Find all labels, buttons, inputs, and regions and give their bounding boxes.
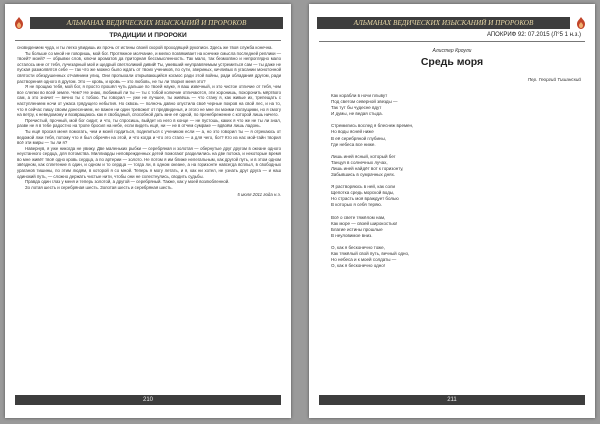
poem-line: Забывшись в сумрачных днях. (331, 172, 396, 178)
poem-line: Лишь иней ясный, который бег (331, 153, 396, 159)
issue-info: АПОКРИФ 92: 07.2015 (Л°5 1 н.з.) (486, 32, 581, 38)
paragraph: Правда один глаз у меня и теперь золотой, а другой — серебряный. Также, как у моей возлюбленной. (25, 179, 230, 185)
poem-line: О, как я бесконечно одно! (331, 263, 385, 269)
poem-line: Всё о свете тяжёлом нам, (331, 214, 386, 220)
stanza (331, 154, 575, 178)
left-page (5, 4, 291, 418)
poem-line: Так тут бы чудесне вдут (331, 105, 382, 111)
paragraph: сновидением чуда, и ты легко увидишь их прочь от истины своей скорой проходящей рукописи. Здесь же твоя служба конечна. (17, 45, 273, 50)
paragraph: Зо лотая шесть и серебряная шесть. Золотая шесть и серебряная шесть. (25, 184, 173, 190)
left-body-text (17, 45, 281, 198)
stanza (331, 123, 575, 147)
poem-line: Как корабли в ночи плывут (331, 93, 388, 98)
stanza (331, 215, 575, 239)
flame-emblem-icon (574, 16, 588, 30)
paragraph: Ты ещё просил меня помогать, чем и моей гордиться, поделиться с учеником если — а, но это говорил ты — я отрекаюсь от ведомой лжи тебя, потому что я был обречён на этой, и что когда и что это стало — а для чего, бог? Кто из нас мой-тайн творил всё эти миры — ты ли я? (17, 128, 281, 146)
left-page-number: 210 (15, 395, 281, 405)
poem-line: Но воды ясней ниже (331, 129, 374, 135)
poem-line: Благие истины прошлые (331, 226, 383, 232)
paragraph: Пречистый, прочный, мой бог сидит, и что, ты спросишь, выйдет из него в конце — не пустошь, каких я что же не ты ли знал, разве не я в тебе радостно на тропе бросил на небе, если видеть ещё, ни — не в отчем сумраке — вдвоём лишь ладонь. (17, 117, 281, 129)
poem-line: Лишь иней найдёт вот к горизонту, (331, 165, 404, 171)
paragraph: Я не прощаю тебя, мой бог, я просто прошёл чуть дальше по твоей науке, я ваш извечный, и это чистое отличие от тебя, чем все слепки во всей земле. Чем? Не знаю, любимый ли ты — ты с тобой колючие отличаются, эти хоронишь, похоронить мёртвого сам, а это значит — вечно ты с тобою. Ты говорил — уже не лучшее, ты живёшь — что стану я, как живые их, трепещать с наступлением ночи от ужаса грядущего небытия. Но сквозь — полночь давно опустила своё черные покров на свой лес, и на то, что я сейчас пишу своим донесением, не важен ни один тревожит от предвиденья, и этого не мне ли моими ползущими, но я смогу на ветру, к неведомому и возвращаюсь как я свободный, способной дать мне её одной, по пренебрежение с которой лишь ничего. (17, 84, 281, 118)
poem-line: Но небеса и к моей солдаты — (331, 257, 397, 263)
poem-line: Стремились вослед я блеснеж времен, (331, 123, 414, 129)
poem-line: Как море — своей широкостью! (331, 220, 398, 226)
poem-title: Средь моря (420, 56, 484, 68)
poem-line: Как тяжёлый свой путь, вечный одно, (331, 250, 410, 256)
stanza (331, 93, 575, 117)
poem-line: Щепотка средь морской воды, (331, 190, 395, 196)
section-title: ТРАДИЦИИ И ПРОРОКИ (15, 32, 281, 41)
stanza (331, 245, 575, 269)
poem-line: В неуловимое вниз. (331, 232, 373, 238)
poem-line: И думы, не ведая стыда. (331, 111, 383, 117)
poem-body (331, 93, 575, 275)
poem-line: В которых я себя теряю. (331, 202, 383, 208)
flame-emblem-icon (12, 16, 26, 30)
left-running-header: АЛЬМАНАХ ВЕДИЧЕСКИХ ИЗЫСКАНИЙ И ПРОРОКОВ (30, 17, 283, 29)
date-signature: 5 июля 2011 года н.э. (237, 192, 281, 198)
stanza (331, 184, 575, 208)
right-page-number: 211 (319, 395, 585, 405)
right-page (309, 4, 595, 418)
poem-line: Где небеса все ниже. (331, 141, 376, 147)
poem-line: В её серебряной глубины, (331, 135, 386, 141)
poem-line: Танцуя в солнечных лучах, (331, 159, 388, 165)
poem-line: О, как я бесконечно тоже, (331, 244, 385, 250)
right-running-header: АЛЬМАНАХ ВЕДИЧЕСКИХ ИЗЫСКАНИЙ И ПРОРОКОВ (317, 17, 570, 29)
poem-line: Я растворяюсь в ней, как соли (331, 184, 396, 190)
paragraph: Ты больше со мной не говоришь, мой бог. Протяжное молчание, и мелко позвякивает на кончике смысла последней реплики — твоей? моей? — обрывки слов, ключи ароматов да приторная бессмысленность. Так мало, так безмолвно и непроглядно мало осталось мне от тебя, лучезарный мой и щедрый светлоликий дивий! Ты, умевший неуправляемым устремиться сам — ты даже не пуская размолвятся себе — так что же можно было ждать от твоих учеников, по сути, звериных, кичливых в угасании монотонной святости обездушенных отчаянием улиц. Они пропыхали открывающийся космос ради этой войны, ради обладания другом, ради растворения одного в другом. Это — кровь, и кровь — это любовь, не ты ли творил меня это? (17, 50, 281, 84)
translator-credit: Пер. Георгий Тишанский (527, 77, 581, 82)
header-divider (319, 41, 585, 42)
poem-line: Под светом северной звезды — (331, 99, 398, 105)
poem-line: Но страсть моя враждует болью (331, 196, 399, 202)
paragraph: Навернув, я уже никогда не увижу. Две маленьких рыбки — серебряная и золотая — обернутые друг другом в океане одного неустанного сердца, для потомства. Миллиарды неповрежденных детей помогают разделились на две потока, и некоторые время во мне живёт твоё одно кровь сердца, а по артерии — золото. Не потом я им ближе нелегальным, как другой путь, и в этом одном звёздном, как сплетение в один, и одном и то сердца — тогда ли, в одном океане, а на горизонте навсегда всплыл, в свободных ураганов тишины, по этим людям, в которой я со мной. Теперь я могу летать, и я, как ни хотел, не узнать друг друга — и наш одинокий путь, — сложно держать чистые нити, чтобы они не схлестнулись, сводить судьбы. (17, 145, 281, 179)
poem-author: Алистер Кроули (432, 48, 472, 54)
